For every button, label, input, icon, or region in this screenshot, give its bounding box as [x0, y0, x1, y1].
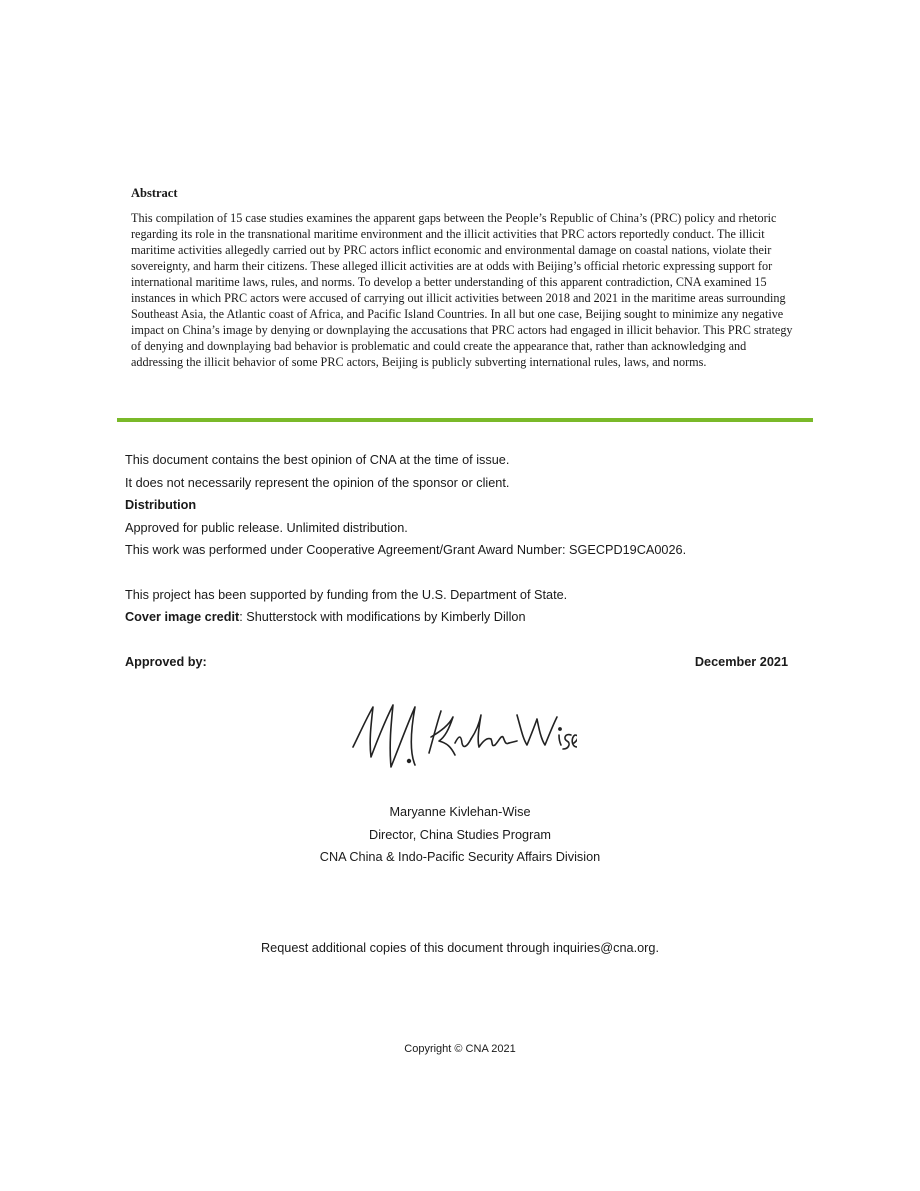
request-copies-text: Request additional copies of this document through inquiries@cna.org. [261, 941, 659, 955]
document-info [125, 451, 805, 631]
abstract-body: This compilation of 15 case studies examines the apparent gaps between the People’s Republic of China’s (PRC) policy and rhetoric regarding its role in the transnational maritime environment and the illicit activities that PRC actors reportedly conduct. The illicit maritime activities allegedly carried out by PRC actors inflict economic and environmental damage on coastal nations, violate their sovereignty, and harm their citizens. These alleged illicit activities are at odds with Beijing’s official rhetoric expressing support for international maritime laws, rules, and norms. To develop a better understanding of this apparent contradiction, CNA examined 15 instances in which PRC actors were accused of carrying out illicit activities between 2018 and 2021 in the maritime areas surrounding Southeast Asia, the Atlantic coast of Africa, and Pacific Island Countries. In all but one case, Beijing sought to minimize any negative impact on China’s image by denying or downplaying the accusations that PRC actors had engaged in illicit behavior. This PRC strategy of denying and downplaying bad behavior is problematic and could create the appearance that, rather than acknowledging and addressing the illicit behavior of some PRC actors, Beijing is publicly subverting international rules, laws, and norms. [131, 211, 793, 369]
handwritten-signature [345, 695, 577, 775]
cover-credit-text: : Shutterstock with modifications by Kimberly Dillon [239, 610, 526, 624]
funding-statement: This project has been supported by funding from the U.S. Department of State. [125, 587, 568, 602]
abstract-heading: Abstract [131, 186, 178, 200]
cover-image-credit [125, 608, 805, 631]
spacer [125, 564, 805, 586]
distribution-heading: Distribution [125, 498, 197, 512]
approval-date: December 2021 [694, 655, 788, 669]
signatory-title: Director, China Studies Program [369, 827, 551, 842]
distribution-statement: Approved for public release. Unlimited distribution. [125, 520, 408, 535]
approved-by-label: Approved by: [125, 655, 207, 669]
opinion-disclaimer: It does not necessarily represent the opinion of the sponsor or client. [125, 475, 510, 490]
abstract-section [131, 185, 799, 370]
section-divider [117, 418, 813, 422]
signatory-name: Maryanne Kivlehan-Wise [389, 805, 531, 819]
approval-row [125, 653, 788, 671]
cover-credit-label: Cover image credit [125, 610, 240, 624]
award-number: This work was performed under Cooperative Agreement/Grant Award Number: SGECPD19CA0026. [125, 543, 687, 557]
copyright-notice: Copyright © CNA 2021 [404, 1043, 516, 1055]
signatory-block [0, 803, 920, 871]
signatory-division: CNA China & Indo-Pacific Security Affairs Division [319, 850, 601, 864]
opinion-statement: This document contains the best opinion of CNA at the time of issue. [125, 453, 510, 467]
